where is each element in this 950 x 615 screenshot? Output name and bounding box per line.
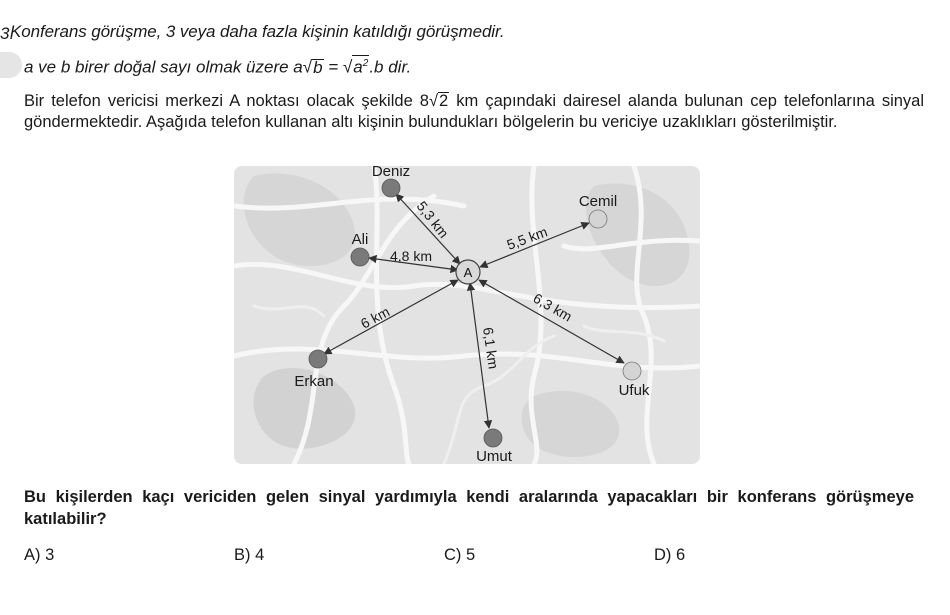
definition-text <box>10 22 505 42</box>
problem-paragraph <box>24 91 924 133</box>
formula-line <box>24 55 411 78</box>
distance-ali: 4,8 km <box>390 248 433 264</box>
paragraph-part2: km çapındaki dairesel alanda bulunan cep telefonlarına sinyal göndermektedir. Aşağıda telefon kullanan altı kişinin bulundukları bölgelerin bu vericiye uzaklıkları gösterilmiştir. <box>24 92 924 131</box>
formula-suffix: .b dir. <box>369 57 412 77</box>
distance-deniz: 5,3 km <box>413 197 453 241</box>
question-number: 3. <box>0 24 15 43</box>
name-cemil: Cemil <box>578 193 618 210</box>
dot-umut <box>484 429 502 447</box>
dot-ali <box>351 248 369 266</box>
distance-ufuk: 6,3 km <box>530 289 575 325</box>
name-erkan: Erkan <box>294 373 334 390</box>
paragraph-part1: Bir telefon vericisi merkezi A noktası olacak şekilde 8 <box>24 92 429 110</box>
dot-cemil <box>589 210 607 228</box>
dot-deniz <box>382 179 400 197</box>
formula-prefix: a ve b birer doğal sayı olmak üzere a <box>24 57 303 77</box>
distance-umut: 6,1 km <box>480 326 502 371</box>
option-a[interactable]: A) 3 <box>24 546 55 564</box>
center-label: A <box>463 265 473 280</box>
dot-erkan <box>309 350 327 368</box>
name-umut: Umut <box>476 448 512 464</box>
name-deniz: Deniz <box>371 166 411 180</box>
option-c[interactable]: C) 5 <box>444 546 476 564</box>
signal-map <box>234 166 700 464</box>
sqrt-b: b <box>313 57 323 77</box>
sqrt-a: a <box>353 57 363 77</box>
question-prompt: Bu kişilerden kaçı vericiden gelen sinyal yardımıyla kendi aralarında yapacakları bir konferans görüşmeye katılabilir? <box>24 488 914 528</box>
name-ali: Ali <box>351 231 369 248</box>
paragraph-sqrt: 2 <box>439 92 449 110</box>
sqrt-a2 <box>352 55 369 76</box>
definition-sentence: Konferans görüşme, 3 veya daha fazla kişinin katıldığı görüşmedir. <box>10 22 505 41</box>
option-d[interactable]: D) 6 <box>654 546 686 564</box>
info-bullet <box>0 52 22 78</box>
option-b[interactable]: B) 4 <box>234 546 265 564</box>
distance-erkan: 6 km <box>357 303 393 332</box>
formula-equals: = <box>323 57 343 77</box>
dot-ufuk <box>623 362 641 380</box>
sqrt-sign-3: √ <box>428 92 439 110</box>
name-ufuk: Ufuk <box>618 382 650 399</box>
sqrt-sign: √ <box>302 57 313 77</box>
exponent: 2 <box>362 58 369 69</box>
sqrt-sign-2: √ <box>342 57 353 77</box>
distance-cemil: 5,5 km <box>504 223 550 253</box>
